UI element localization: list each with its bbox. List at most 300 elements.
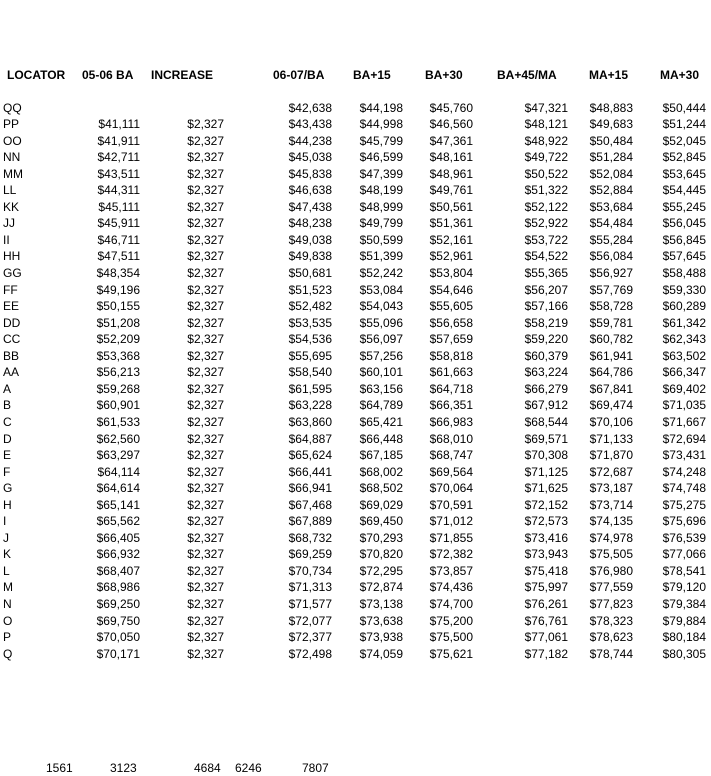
cell-ba30: $72,382 [429,547,473,562]
cell-ba0506: $68,986 [96,580,140,595]
header-increase: INCREASE [151,68,214,82]
cell-ba0607: $63,228 [288,398,332,413]
header-ba45ma: BA+45/MA [497,68,557,82]
cell-ba30: $52,961 [429,249,473,264]
cell-ba45ma: $56,207 [524,282,568,297]
cell-ba30: $64,718 [429,381,473,396]
cell-increase: $2,327 [187,530,224,545]
cell-ma30: $51,244 [662,117,706,132]
table-row [0,348,711,365]
table-row [0,298,711,315]
cell-ba15: $48,999 [359,199,403,214]
cell-ma15: $74,135 [589,514,633,529]
cell-ba0607: $49,038 [288,232,332,247]
cell-ba15: $73,138 [359,597,403,611]
cell-ma15: $53,684 [589,199,633,214]
cell-ma30: $74,248 [662,464,706,479]
cell-ba45ma: $68,544 [524,414,568,429]
cell-ba0607: $54,536 [288,332,332,347]
cell-ba30: $74,436 [429,580,473,595]
cell-ma15: $71,870 [589,448,633,463]
table-row [0,629,711,646]
cell-ba30: $71,855 [429,530,473,545]
cell-ma15: $60,782 [589,332,633,347]
cell-ba0607: $64,887 [288,431,332,446]
table-row [0,579,711,596]
cell-locator: J [3,530,9,545]
cell-ma15: $78,623 [589,630,633,645]
cell-ma15: $72,687 [589,464,633,479]
cell-increase: $2,327 [187,166,224,181]
cell-ba0506: $48,354 [96,266,140,280]
table-row [0,133,711,150]
cell-locator: F [3,464,11,479]
cell-increase: $2,327 [187,497,224,512]
cell-ma15: $58,728 [589,299,633,314]
cell-ba45ma: $71,125 [524,464,568,479]
cell-ma30: $66,347 [662,365,706,380]
cell-ba0506: $47,511 [97,249,140,264]
cell-increase: $2,327 [187,199,224,214]
cell-ba15: $74,059 [359,646,403,661]
cell-ma30: $56,045 [662,216,706,231]
cell-increase: $2,327 [187,365,224,380]
cell-ma15: $50,484 [589,133,633,148]
cell-locator: EE [3,299,20,314]
cell-ba0607: $51,523 [288,282,332,297]
cell-ba30: $47,361 [429,133,473,148]
table-row [0,331,711,348]
cell-ba30: $75,200 [429,613,473,628]
cell-ma15: $75,505 [589,547,633,562]
cell-ma30: $75,696 [662,514,706,529]
cell-locator: BB [3,348,20,363]
cell-ba15: $54,043 [359,299,403,314]
cell-ba0607: $72,377 [288,630,332,645]
cell-ba0607: $71,313 [288,580,332,595]
cell-locator: G [3,481,13,496]
cell-ba0506: $59,268 [96,381,140,396]
cell-ba0607: $49,838 [288,249,332,264]
cell-ba45ma: $54,522 [524,249,568,264]
cell-ba0506: $62,560 [96,431,140,446]
cell-increase: $2,327 [187,398,224,413]
cell-ba0506: $41,111 [98,117,140,132]
cell-ma30: $58,488 [662,266,706,280]
cell-locator: I [3,514,7,529]
cell-ma30: $77,066 [662,547,706,562]
cell-increase: $2,327 [187,299,224,314]
cell-increase: $2,327 [187,464,224,479]
cell-ba0607: $58,540 [288,365,332,380]
cell-ba15: $65,421 [359,414,403,429]
cell-ba0506: $56,213 [96,365,140,380]
cell-ba45ma: $75,418 [524,563,568,578]
cell-increase: $2,327 [187,332,224,347]
cell-ba0607: $66,941 [288,481,332,496]
table-row [0,182,711,199]
cell-ma30: $50,444 [662,100,706,115]
cell-ma30: $60,289 [662,299,706,314]
cell-ba45ma: $50,522 [524,166,568,181]
cell-increase: $2,327 [187,514,224,529]
table-row [0,265,711,282]
cell-ba15: $45,799 [359,133,403,148]
cell-ba45ma: $60,379 [524,348,568,363]
table-row [0,613,711,630]
header-locator: LOCATOR [7,68,66,82]
cell-ba30: $70,591 [429,497,473,512]
cell-ba45ma: $70,308 [524,448,568,463]
cell-ba0506: $52,209 [96,332,140,347]
cell-ma30: $61,342 [662,315,706,330]
cell-ba45ma: $55,365 [524,266,568,280]
table-row [0,480,711,497]
cell-ma30: $56,845 [662,232,706,247]
cell-ba0506: $65,562 [96,514,140,529]
cell-ba15: $52,242 [359,266,403,280]
cell-increase: $2,327 [187,315,224,330]
cell-locator: JJ [3,216,15,231]
cell-ma15: $56,927 [589,266,633,280]
cell-ba0506: $63,297 [96,448,140,463]
cell-locator: GG [3,266,22,280]
cell-locator: Q [3,646,13,661]
cell-locator: P [3,630,12,645]
cell-ma30: $80,305 [662,646,706,661]
cell-ba0506: $69,750 [96,613,140,628]
cell-ba30: $66,351 [429,398,473,413]
cell-ba0607: $67,468 [288,497,332,512]
cell-ba0506: $70,171 [96,646,140,661]
cell-ba0506: $42,711 [97,150,140,165]
cell-locator: L [3,563,10,578]
header-ba0506: 05-06 BA [82,68,134,82]
cell-ba15: $53,084 [359,282,403,297]
table-row [0,248,711,265]
cell-ba15: $69,450 [359,514,403,529]
table-row [0,215,711,232]
cell-ba30: $74,700 [429,597,473,611]
cell-ba30: $50,561 [429,199,473,214]
cell-ma15: $64,786 [589,365,633,380]
table-row [0,282,711,299]
cell-ba0506: $44,311 [97,183,140,198]
cell-ma30: $53,645 [662,166,706,181]
cell-ma15: $71,133 [589,431,633,446]
footer-value-2: 3123 [110,761,137,775]
table-row [0,116,711,133]
cell-ba30: $58,818 [429,348,473,363]
table-row [0,497,711,514]
cell-ba0607: $43,438 [288,117,332,132]
cell-ba30: $61,663 [429,365,473,380]
cell-ma30: $75,275 [662,497,706,512]
cell-locator: PP [3,117,20,132]
cell-ba15: $44,998 [359,117,403,132]
cell-ma30: $71,667 [662,414,706,429]
cell-ba0506: $66,405 [96,530,140,545]
cell-ba30: $69,564 [429,464,473,479]
cell-increase: $2,327 [187,150,224,165]
cell-increase: $2,327 [187,348,224,363]
cell-increase: $2,327 [187,266,224,280]
cell-ba0607: $67,889 [288,514,332,529]
cell-ba0506: $46,711 [97,232,140,247]
cell-ba0506: $66,932 [96,547,140,562]
cell-ma30: $52,045 [662,133,706,148]
cell-locator: H [3,497,12,512]
cell-increase: $2,327 [187,481,224,496]
cell-increase: $2,327 [187,414,224,429]
cell-ba45ma: $52,122 [524,199,568,214]
header-ba15: BA+15 [353,68,391,82]
cell-ba0506: $50,155 [96,299,140,314]
cell-ba0607: $52,482 [288,299,332,314]
cell-ba0506: $41,911 [97,133,140,148]
table-row [0,364,711,381]
cell-locator: A [3,381,12,396]
cell-ba15: $70,293 [359,530,403,545]
cell-locator: LL [3,183,17,198]
cell-ba45ma: $76,261 [524,597,568,611]
cell-ba30: $75,621 [429,646,473,661]
cell-ba45ma: $63,224 [524,365,568,380]
cell-locator: O [3,613,13,628]
footer-value-3: 4684 [194,761,221,775]
cell-ba0607: $72,077 [288,613,332,628]
header-ma15: MA+15 [589,68,629,82]
cell-ba0607: $70,734 [288,563,332,578]
table-row [0,447,711,464]
cell-ba45ma: $47,321 [524,100,568,115]
cell-ba0506: $64,614 [96,481,140,496]
table-row [0,414,711,431]
cell-locator: AA [3,365,20,380]
cell-locator: K [3,547,12,562]
cell-ba15: $68,002 [359,464,403,479]
cell-ba45ma: $53,722 [524,232,568,247]
cell-ma30: $59,330 [662,282,706,297]
cell-ba0607: $53,535 [288,315,332,330]
cell-ba30: $68,010 [429,431,473,446]
cell-ma15: $77,823 [589,597,633,611]
cell-ba0506: $60,901 [96,398,140,413]
table-row [0,149,711,166]
cell-increase: $2,327 [187,630,224,645]
cell-ma30: $71,035 [662,398,706,413]
cell-ba0607: $55,695 [288,348,332,363]
cell-increase: $2,327 [187,232,224,247]
cell-ba30: $75,500 [429,630,473,645]
cell-ba30: $56,658 [429,315,473,330]
footer-value-4: 6246 [235,761,262,775]
cell-ba30: $57,659 [429,332,473,347]
cell-ba45ma: $67,912 [524,398,568,413]
cell-ba30: $53,804 [429,266,473,280]
table-row [0,563,711,580]
cell-ba0506: $45,111 [98,199,140,214]
cell-increase: $2,327 [187,133,224,148]
cell-ba0607: $66,441 [288,464,332,479]
cell-ma15: $52,084 [589,166,633,181]
cell-ma30: $78,541 [662,563,706,578]
cell-ba30: $70,064 [429,481,473,496]
cell-ba0607: $50,681 [288,266,332,280]
footer-value-1: 1561 [46,761,73,775]
cell-ba45ma: $58,219 [524,315,568,330]
table-row [0,397,711,414]
cell-ba15: $56,097 [359,332,403,347]
cell-ma30: $79,884 [662,613,706,628]
cell-ba15: $72,874 [359,580,403,595]
cell-ma15: $54,484 [589,216,633,231]
cell-ba30: $46,560 [429,117,473,132]
table-row [0,546,711,563]
cell-ma15: $74,978 [589,530,633,545]
table-row [0,315,711,332]
cell-ba30: $73,857 [429,563,473,578]
cell-ba30: $49,761 [429,183,473,198]
cell-ba15: $68,502 [359,481,403,496]
cell-increase: $2,327 [187,282,224,297]
cell-ma15: $78,323 [589,613,633,628]
cell-ba15: $44,198 [359,100,403,115]
cell-increase: $2,327 [187,547,224,562]
table-row [0,199,711,216]
cell-ma30: $57,645 [662,249,706,264]
cell-locator: MM [3,166,23,181]
cell-increase: $2,327 [187,117,224,132]
cell-ba15: $55,096 [359,315,403,330]
cell-ma30: $69,402 [662,381,706,396]
cell-ba0607: $42,638 [288,100,332,115]
cell-increase: $2,327 [187,381,224,396]
cell-ba30: $48,961 [429,166,473,181]
cell-locator: QQ [3,100,22,115]
cell-ba0506: $65,141 [96,497,140,512]
cell-locator: HH [3,249,21,264]
table-row [0,596,711,613]
cell-ba30: $51,361 [429,216,473,231]
cell-ma30: $62,343 [662,332,706,347]
cell-ba0506: $43,511 [97,166,140,181]
cell-ba0506: $49,196 [96,282,140,297]
cell-ba0506: $70,050 [96,630,140,645]
cell-increase: $2,327 [187,597,224,611]
cell-ba15: $48,199 [359,183,403,198]
header-ba0607: 06-07/BA [273,68,325,82]
cell-locator: OO [3,133,22,148]
cell-ba0607: $61,595 [288,381,332,396]
cell-ma15: $77,559 [589,580,633,595]
cell-ba15: $50,599 [359,232,403,247]
cell-ma30: $63,502 [662,348,706,363]
cell-ba15: $67,185 [359,448,403,463]
cell-ba45ma: $52,922 [524,216,568,231]
cell-ba30: $68,747 [429,448,473,463]
cell-ba0607: $48,238 [288,216,332,231]
cell-ba45ma: $76,761 [524,613,568,628]
footer-value-5: 7807 [302,761,329,775]
cell-ma15: $70,106 [589,414,633,429]
cell-ma30: $52,845 [662,150,706,165]
cell-ba0506: $68,407 [96,563,140,578]
header-ma30: MA+30 [660,68,700,82]
cell-ba45ma: $69,571 [524,431,568,446]
cell-ba0506: $45,911 [97,216,140,231]
cell-ba30: $52,161 [429,232,473,247]
cell-ba0506: $61,533 [96,414,140,429]
cell-increase: $2,327 [187,448,224,463]
cell-locator: E [3,448,12,463]
table-row [0,464,711,481]
cell-ba15: $47,399 [359,166,403,181]
cell-ma30: $74,748 [662,481,706,496]
cell-locator: II [3,232,10,247]
cell-locator: KK [3,199,20,214]
cell-ba0506: $53,368 [96,348,140,363]
cell-ma30: $79,120 [662,580,706,595]
cell-increase: $2,327 [187,216,224,231]
cell-ba45ma: $75,997 [524,580,568,595]
cell-ma15: $55,284 [589,232,633,247]
cell-locator: N [3,597,12,611]
cell-ba45ma: $72,573 [524,514,568,529]
cell-ba0607: $72,498 [288,646,332,661]
cell-ba45ma: $77,061 [524,630,568,645]
cell-ma30: $55,245 [662,199,706,214]
cell-locator: D [3,431,12,446]
cell-increase: $2,327 [187,646,224,661]
cell-ba30: $54,646 [429,282,473,297]
cell-ma15: $52,884 [589,183,633,198]
cell-increase: $2,327 [187,563,224,578]
cell-ba15: $51,399 [359,249,403,264]
cell-ma15: $48,883 [589,100,633,115]
cell-ma30: $72,694 [662,431,706,446]
cell-locator: M [3,580,13,595]
cell-increase: $2,327 [187,431,224,446]
cell-locator: CC [3,332,21,347]
cell-locator: B [3,398,12,413]
cell-ba15: $73,938 [359,630,403,645]
cell-ma30: $76,539 [662,530,706,545]
table-row [0,166,711,183]
cell-ba45ma: $73,416 [524,530,568,545]
cell-ba15: $72,295 [359,563,403,578]
cell-ba0506: $69,250 [96,597,140,611]
cell-ba45ma: $48,922 [524,133,568,148]
cell-ma15: $49,683 [589,117,633,132]
cell-ma15: $78,744 [589,646,633,661]
cell-ba0506: $51,208 [96,315,140,330]
cell-increase: $2,327 [187,613,224,628]
cell-increase: $2,327 [187,249,224,264]
cell-ba15: $66,448 [359,431,403,446]
cell-ma30: $79,384 [662,597,706,611]
cell-ma15: $57,769 [589,282,633,297]
cell-ba15: $49,799 [359,216,403,231]
cell-locator: DD [3,315,21,330]
cell-ba45ma: $72,152 [524,497,568,512]
cell-ba45ma: $73,943 [524,547,568,562]
header-ba30: BA+30 [425,68,463,82]
cell-ma15: $76,980 [589,563,633,578]
cell-locator: C [3,414,12,429]
cell-ma15: $51,284 [589,150,633,165]
cell-ba0607: $45,038 [288,150,332,165]
